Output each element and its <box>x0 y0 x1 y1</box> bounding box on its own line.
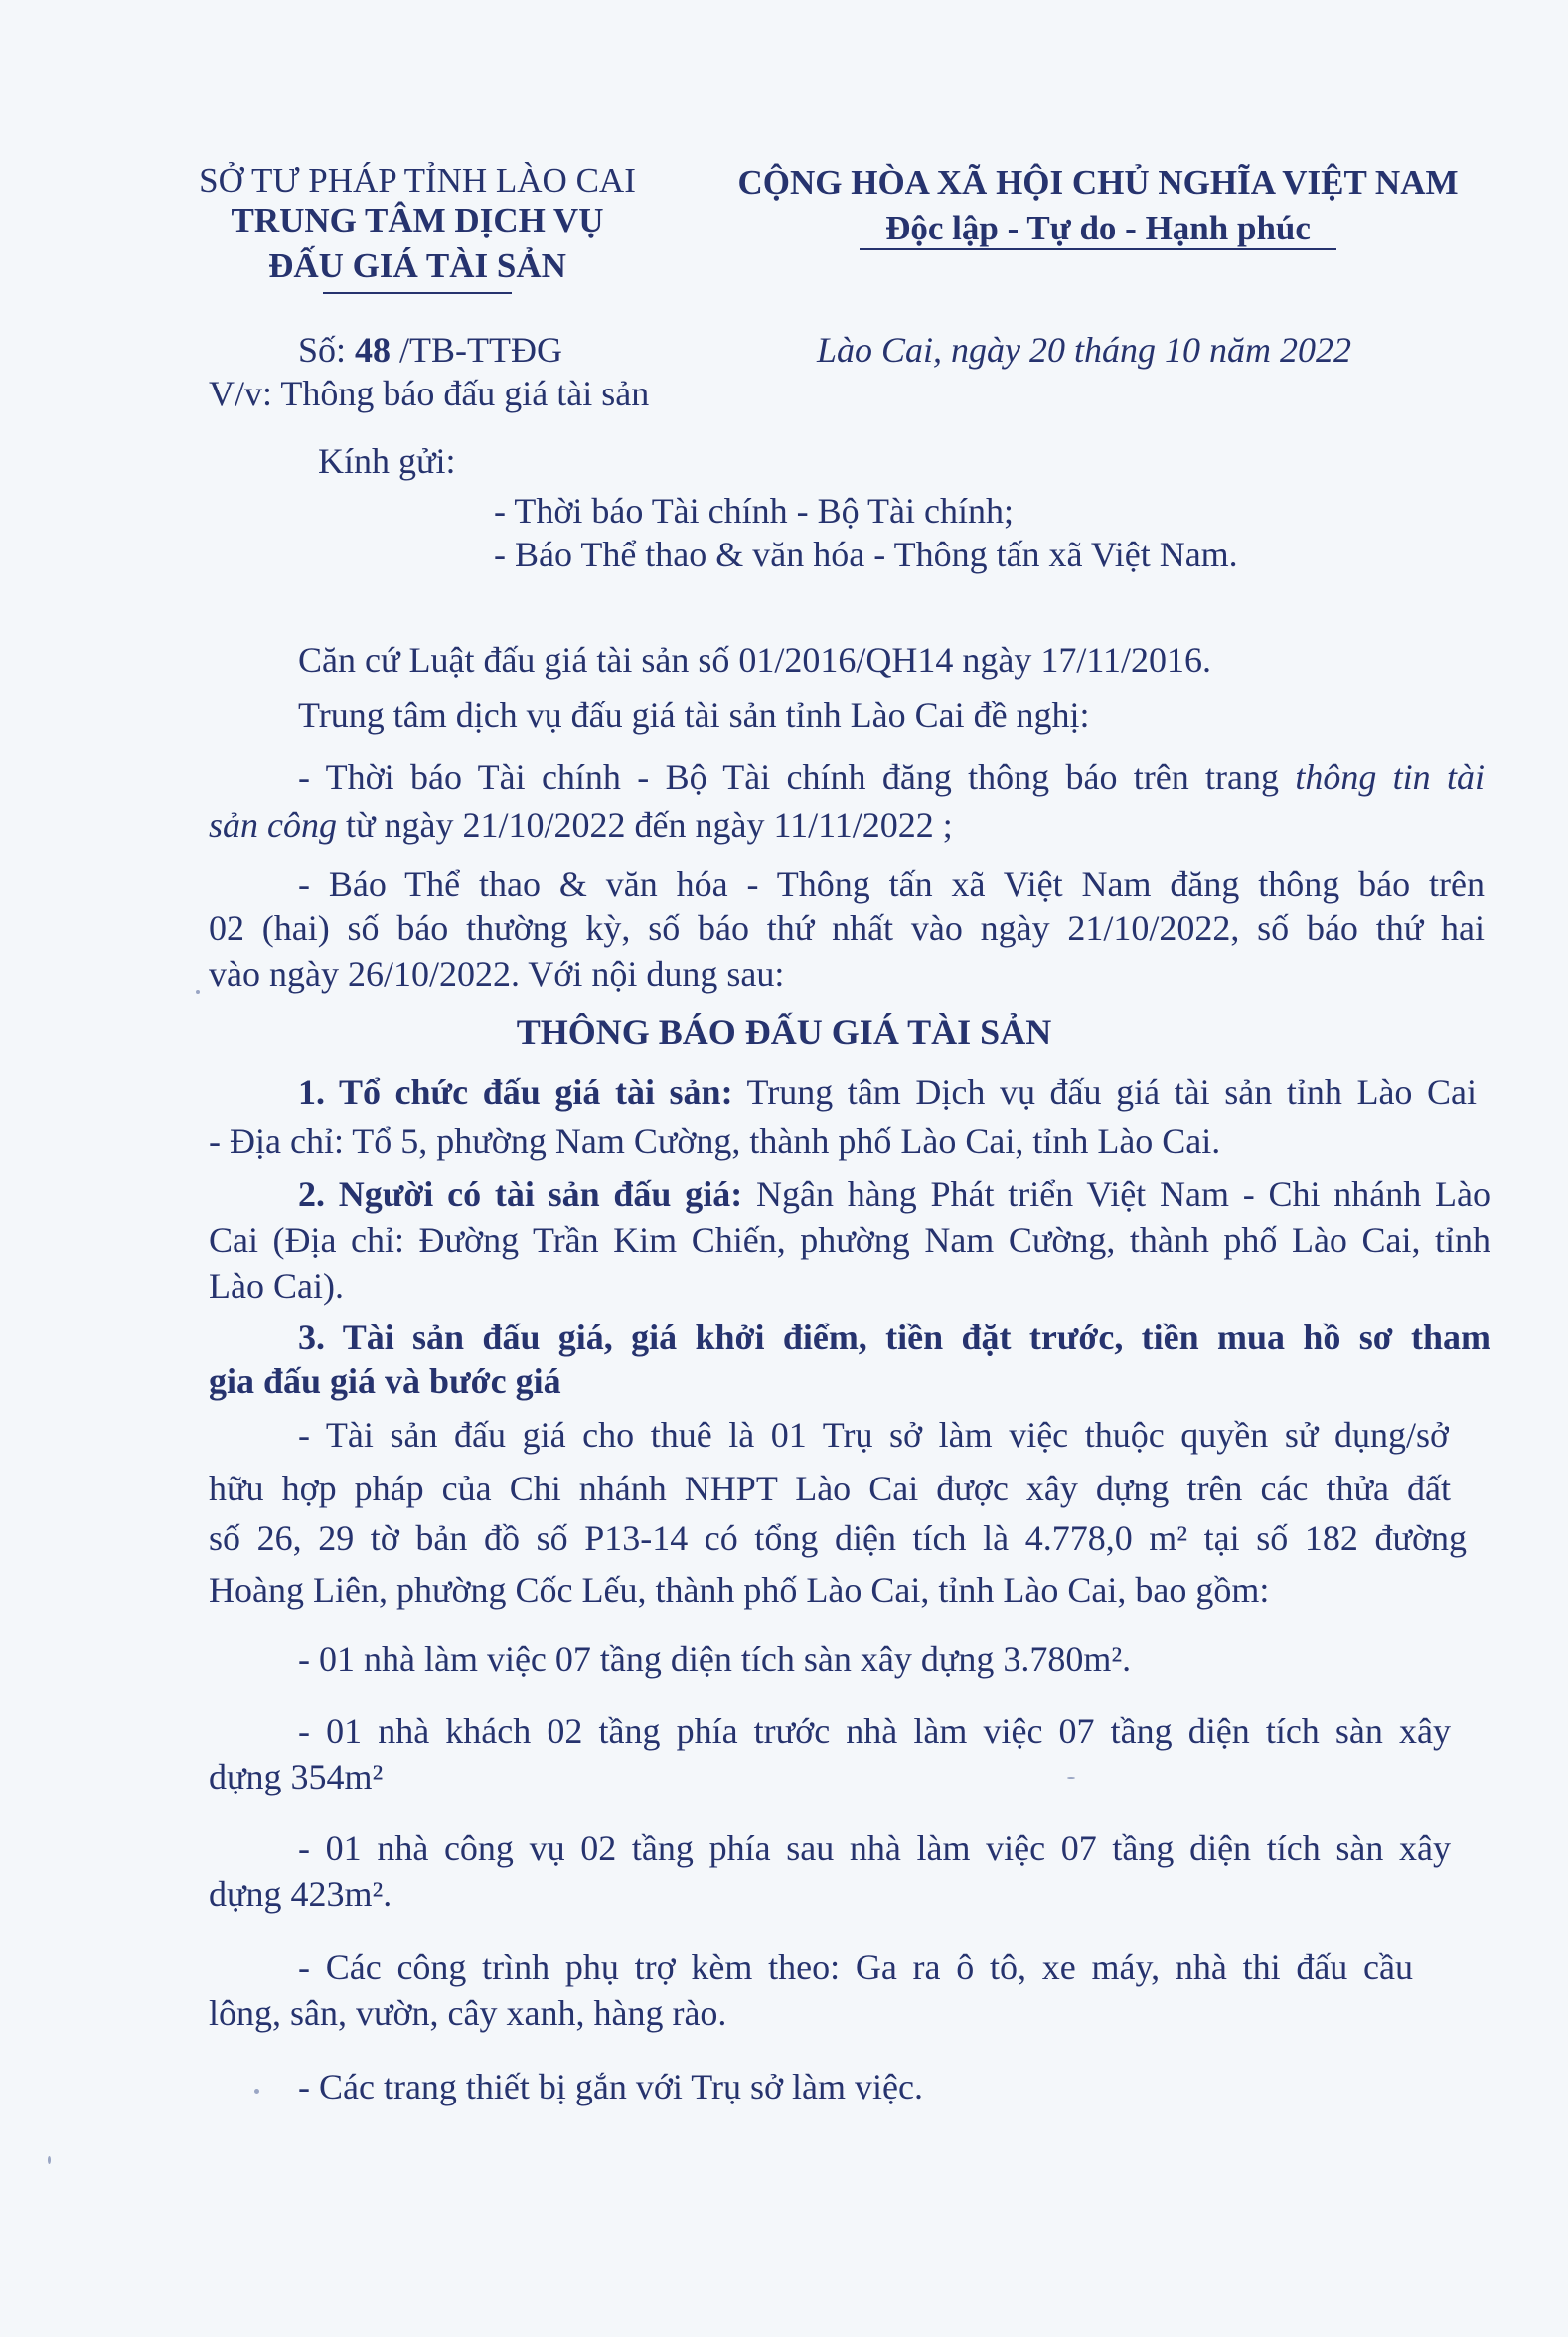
proposal-item-2-line2: 02 (hai) số báo thường kỳ, số báo thứ nhất vào ngày 21/10/2022, số báo thứ hai <box>209 908 1485 948</box>
asset-item-2-line2: dựng 354m² <box>209 1757 384 1796</box>
agency-name-line2: ĐẤU GIÁ TÀI SẢN <box>268 246 566 285</box>
motto-underline <box>860 248 1336 250</box>
scan-speck <box>1067 1777 1075 1779</box>
asset-item-3-line2: dựng 423m². <box>209 1874 392 1914</box>
document-number: Số: 48 /TB-TTĐG <box>298 330 562 370</box>
proposal-item-2-line1: - Báo Thể thao & văn hóa - Thông tấn xã Việt Nam đăng thông báo trên <box>298 864 1485 904</box>
scan-speck <box>196 990 200 994</box>
asset-item-1: - 01 nhà làm việc 07 tầng diện tích sàn xây dựng 3.780m². <box>298 1639 1132 1679</box>
section-2-line2: Cai (Địa chỉ: Đường Trần Kim Chiến, phường Nam Cường, thành phố Lào Cai, tỉnh <box>209 1220 1490 1260</box>
scan-speck <box>48 2156 51 2164</box>
notice-title: THÔNG BÁO ĐẤU GIÁ TÀI SẢN <box>516 1013 1052 1052</box>
agency-parent: SỞ TƯ PHÁP TỈNH LÀO CAI <box>199 161 636 200</box>
section-3-heading-line2: gia đấu giá và bước giá <box>209 1361 561 1401</box>
section-1-line1: 1. Tổ chức đấu giá tài sản: Trung tâm Dịch vụ đấu giá tài sản tỉnh Lào Cai <box>298 1072 1477 1112</box>
asset-item-3-line1: - 01 nhà công vụ 02 tầng phía sau nhà làm việc 07 tầng diện tích sàn xây <box>298 1828 1451 1868</box>
proposal-item-1-line2: sản công từ ngày 21/10/2022 đến ngày 11/11/2022 ; <box>209 805 953 845</box>
document-subject: V/v: Thông báo đấu giá tài sản <box>209 374 650 413</box>
recipient-item: - Báo Thể thao & văn hóa - Thông tấn xã Việt Nam. <box>494 535 1238 574</box>
proposal-item-2-line3: vào ngày 26/10/2022. Với nội dung sau: <box>209 954 785 994</box>
asset-item-2-line1: - 01 nhà khách 02 tầng phía trước nhà làm việc 07 tầng diện tích sàn xây <box>298 1711 1451 1751</box>
asset-item-5: - Các trang thiết bị gắn với Trụ sở làm việc. <box>298 2067 923 2106</box>
proposal-line: Trung tâm dịch vụ đấu giá tài sản tỉnh Lào Cai đề nghị: <box>298 696 1090 735</box>
section-1-address: - Địa chỉ: Tổ 5, phường Nam Cường, thành phố Lào Cai, tỉnh Lào Cai. <box>209 1121 1221 1161</box>
national-motto: Độc lập - Tự do - Hạnh phúc <box>885 209 1311 247</box>
agency-name: TRUNG TÂM DỊCH VỤ <box>231 201 604 239</box>
legal-basis: Căn cứ Luật đấu giá tài sản số 01/2016/QH14 ngày 17/11/2016. <box>298 640 1212 680</box>
asset-item-4-line1: - Các công trình phụ trợ kèm theo: Ga ra ô tô, xe máy, nhà thi đấu cầu <box>298 1948 1413 1987</box>
asset-description-line1: - Tài sản đấu giá cho thuê là 01 Trụ sở làm việc thuộc quyền sử dụng/sở <box>298 1415 1449 1455</box>
section-2-line3: Lào Cai). <box>209 1266 344 1306</box>
place-date: Lào Cai, ngày 20 tháng 10 năm 2022 <box>817 330 1352 370</box>
asset-description-line4: Hoàng Liên, phường Cốc Lếu, thành phố Lào Cai, tỉnh Lào Cai, bao gồm: <box>209 1570 1270 1610</box>
national-title: CỘNG HÒA XÃ HỘI CHỦ NGHĨA VIỆT NAM <box>737 163 1459 202</box>
recipient-item: - Thời báo Tài chính - Bộ Tài chính; <box>494 491 1014 531</box>
section-3-heading-line1: 3. Tài sản đấu giá, giá khởi điểm, tiền đặt trước, tiền mua hồ sơ tham <box>298 1318 1490 1357</box>
scan-speck <box>254 2089 259 2094</box>
section-2-line1: 2. Người có tài sản đấu giá: Ngân hàng Phát triển Việt Nam - Chi nhánh Lào <box>298 1174 1490 1214</box>
recipients-label: Kính gửi: <box>318 441 456 481</box>
asset-item-4-line2: lông, sân, vườn, cây xanh, hàng rào. <box>209 1993 727 2033</box>
asset-description-line2: hữu hợp pháp của Chi nhánh NHPT Lào Cai được xây dựng trên các thửa đất <box>209 1469 1451 1508</box>
agency-underline <box>323 292 512 294</box>
asset-description-line3: số 26, 29 tờ bản đồ số P13-14 có tổng diện tích là 4.778,0 m² tại số 182 đường <box>209 1518 1467 1558</box>
proposal-item-1-line1: - Thời báo Tài chính - Bộ Tài chính đăng thông báo trên trang thông tin tài <box>298 757 1485 797</box>
